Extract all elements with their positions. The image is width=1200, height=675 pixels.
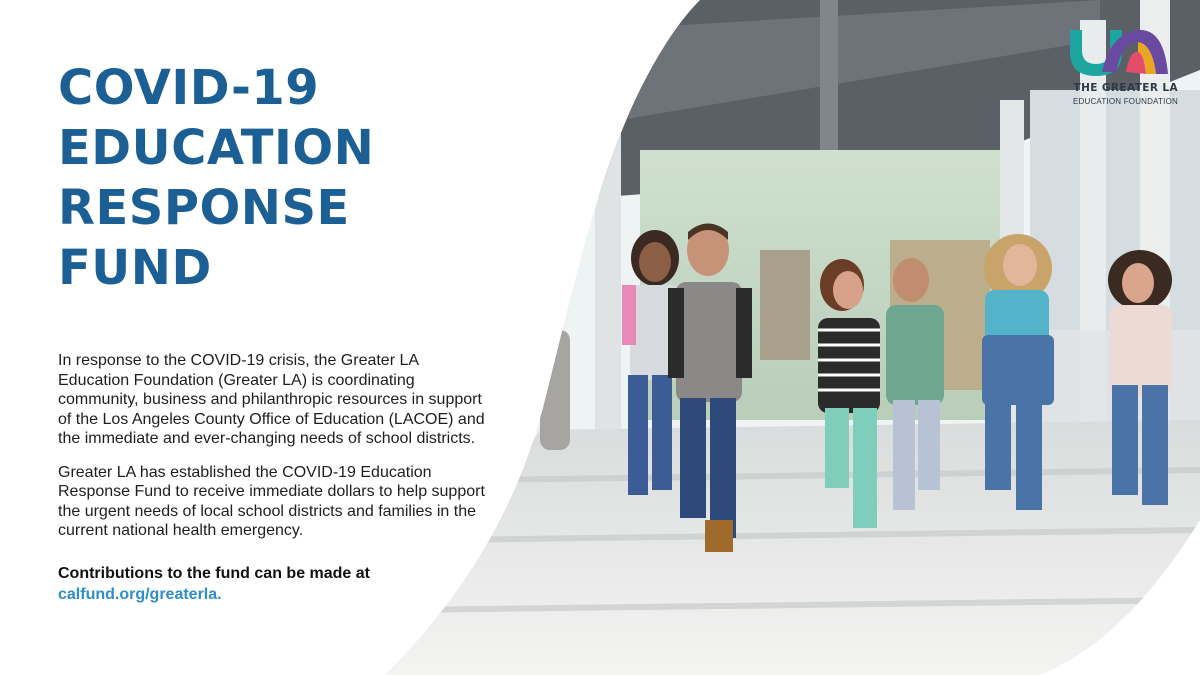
logo-mark-icon (1066, 24, 1170, 78)
page-title (58, 58, 488, 298)
title-line-2: EDUCATION (58, 120, 375, 176)
body-text (58, 351, 488, 541)
contribution-callout (58, 563, 488, 605)
logo-text-secondary: EDUCATION FOUNDATION (1072, 97, 1178, 106)
foundation-logo (1060, 24, 1178, 110)
paragraph-intro: In response to the COVID-19 crisis, the Greater LA Education Foundation (Greater LA) is coordinating community, business and philanthropic resources in support of the Los Angeles County Office of Education (LACOE) and the immediate and ever-changing needs of school districts. (58, 352, 485, 447)
logo-text-primary: THE GREATER LA (1073, 82, 1178, 94)
paragraph-fund: Greater LA has established the COVID-19 Education Response Fund to receive immediate dollars to help support the urgent needs of local school districts and families in the current national health emergency. (58, 463, 485, 539)
text-panel (58, 58, 488, 605)
title-line-3: RESPONSE FUND (58, 180, 350, 296)
donation-link[interactable]: calfund.org/greaterla. (58, 585, 222, 603)
title-line-1: COVID-19 (58, 60, 320, 116)
contribution-text: Contributions to the fund can be made at (58, 564, 370, 582)
